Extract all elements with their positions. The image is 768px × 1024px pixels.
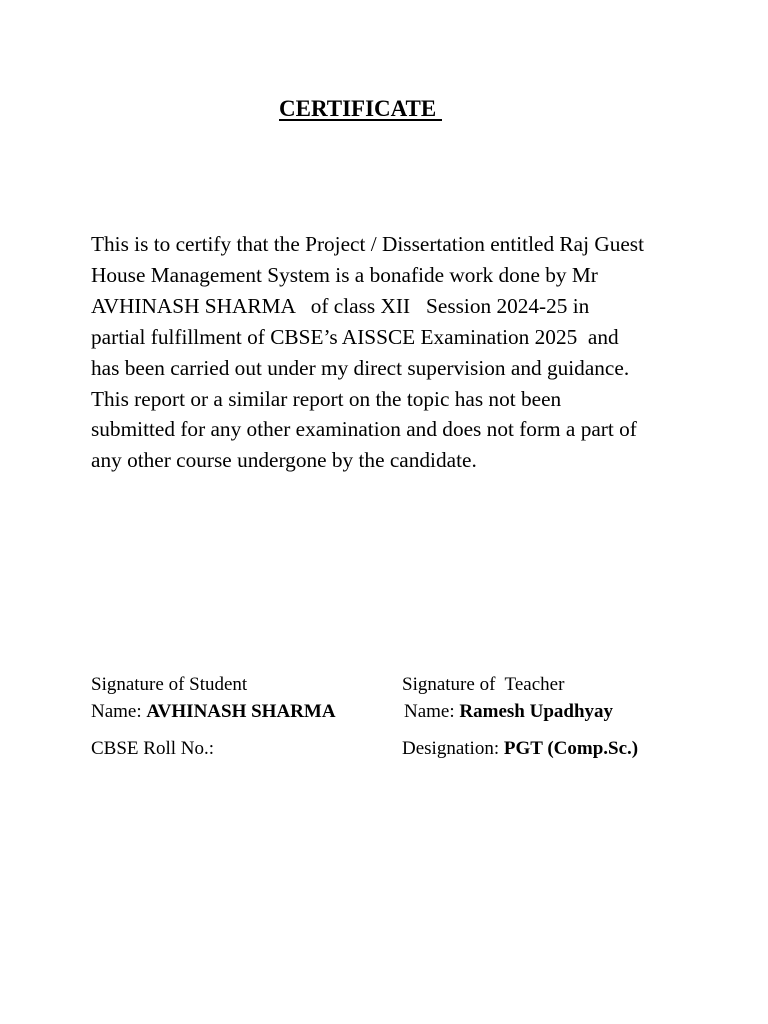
certificate-body <box>91 229 691 476</box>
body-line: This report or a similar report on the topic has not been <box>91 386 562 411</box>
certificate-title: CERTIFICATE <box>279 96 442 121</box>
student-name-line <box>91 700 336 724</box>
teacher-name-label: Name: <box>404 701 460 722</box>
body-line: House Management System is a bonafide work done by Mr <box>91 262 598 287</box>
teacher-designation: PGT (Comp.Sc.) <box>503 738 639 759</box>
student-name-label: Name: <box>91 701 147 722</box>
body-line: has been carried out under my direct supervision and guidance. <box>91 355 630 380</box>
body-line: any other course undergone by the candidate. <box>91 448 477 473</box>
teacher-designation-label: Designation: <box>402 738 504 759</box>
teacher-name: Ramesh Upadhyay <box>459 701 614 722</box>
body-line: AVHINASH SHARMA of class XII Session 2024-25 in <box>91 293 590 318</box>
body-line: partial fulfillment of CBSE’s AISSCE Examination 2025 and <box>91 324 619 349</box>
student-signature-label: Signature of Student <box>91 674 248 695</box>
body-line: This is to certify that the Project / Dissertation entitled Raj Guest <box>91 232 645 256</box>
student-roll-label: CBSE Roll No.: <box>91 738 214 759</box>
teacher-signature-label: Signature of Teacher <box>402 674 565 695</box>
teacher-name-line <box>404 700 613 724</box>
teacher-designation-line <box>402 737 638 761</box>
body-line: submitted for any other examination and does not form a part of <box>91 417 637 442</box>
student-name: AVHINASH SHARMA <box>146 701 336 722</box>
